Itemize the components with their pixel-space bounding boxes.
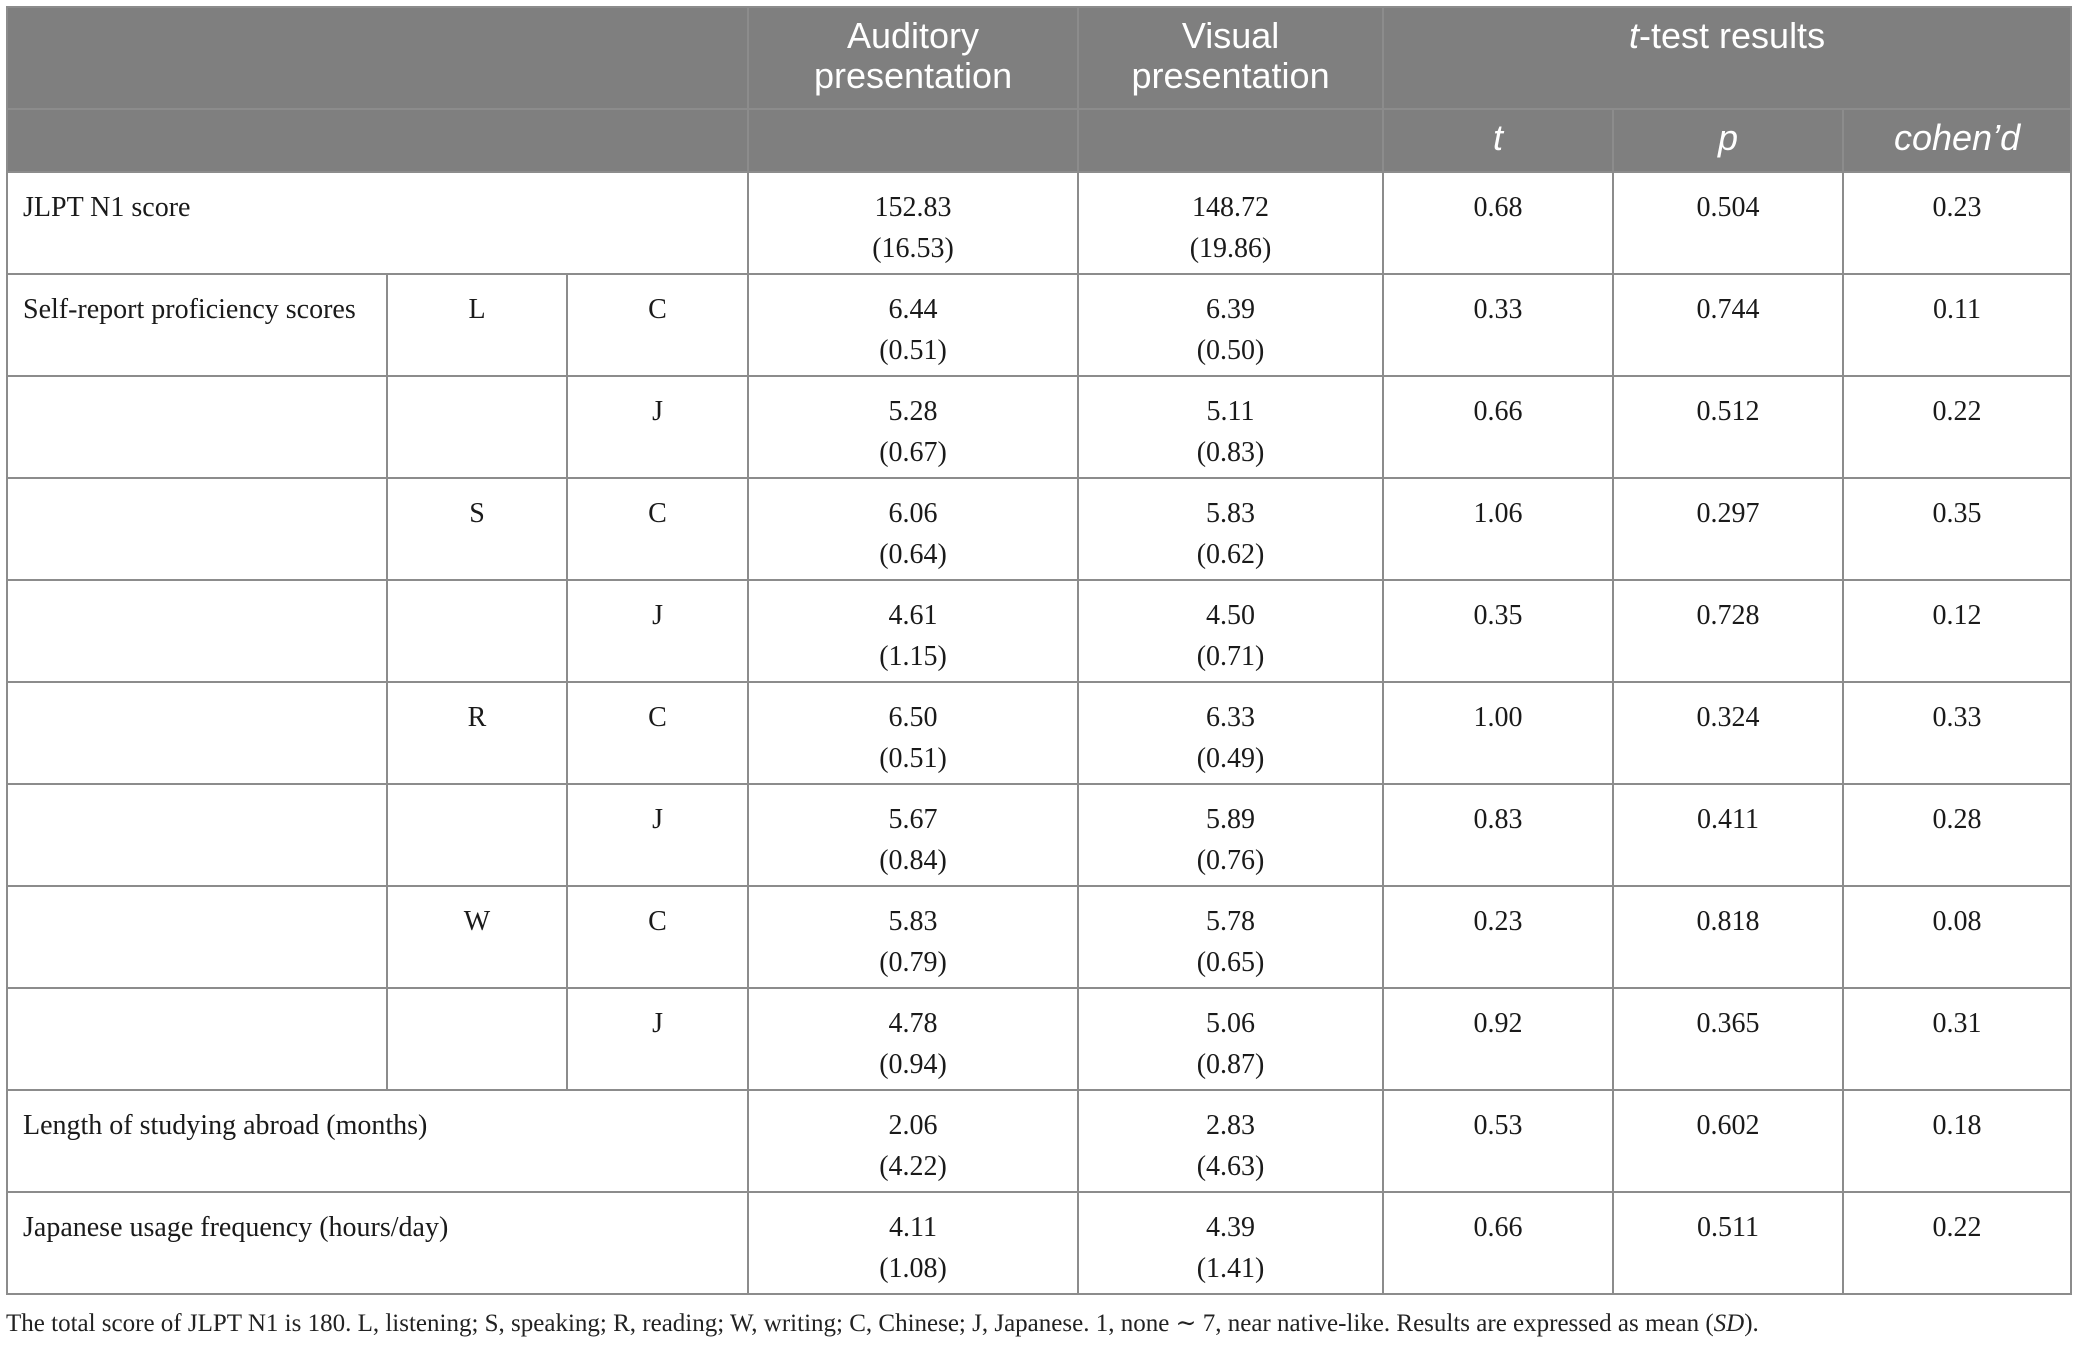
visual-mean: 5.83 bbox=[1206, 498, 1256, 529]
header-visual bbox=[1078, 7, 1383, 109]
row-label: Self-report proficiency scores bbox=[7, 274, 387, 376]
header-visual-line1: Visual bbox=[1181, 15, 1280, 56]
auditory-mean: 6.06 bbox=[888, 498, 938, 529]
table-row bbox=[7, 682, 2071, 784]
cohen-d-value: 0.23 bbox=[1843, 172, 2071, 274]
footnote-text: The total score of JLPT N1 is 180. L, listening; S, speaking; R, reading; W, writing; C, Chinese; J, Japanese. 1, none ∼ 7, near native-like. Results are expressed as mean ( bbox=[6, 1310, 1714, 1337]
header-auditory-line1: Auditory bbox=[846, 15, 980, 56]
header-p: p bbox=[1613, 109, 1843, 172]
header-auditory bbox=[748, 7, 1078, 109]
auditory-cell bbox=[748, 478, 1078, 580]
language-label: J bbox=[567, 580, 748, 682]
t-value: 0.83 bbox=[1383, 784, 1613, 886]
visual-cell bbox=[1078, 274, 1383, 376]
table-row bbox=[7, 988, 2071, 1090]
footnote-sd: SD bbox=[1713, 1310, 1745, 1337]
language-label: C bbox=[567, 478, 748, 580]
visual-mean: 4.39 bbox=[1206, 1212, 1256, 1243]
language-label: J bbox=[567, 988, 748, 1090]
visual-mean: 5.78 bbox=[1206, 906, 1256, 937]
auditory-mean: 152.83 bbox=[874, 192, 952, 223]
table-row bbox=[7, 886, 2071, 988]
row-label bbox=[7, 682, 387, 784]
table-footnote bbox=[6, 1309, 1759, 1339]
p-value: 0.504 bbox=[1613, 172, 1843, 274]
p-value: 0.728 bbox=[1613, 580, 1843, 682]
skill-label bbox=[387, 376, 567, 478]
table-row bbox=[7, 1090, 2071, 1192]
t-value: 0.33 bbox=[1383, 274, 1613, 376]
auditory-sd: (0.79) bbox=[879, 947, 947, 978]
row-label bbox=[7, 478, 387, 580]
header-auditory-line2: presentation bbox=[813, 55, 1013, 96]
p-value: 0.324 bbox=[1613, 682, 1843, 784]
visual-cell bbox=[1078, 886, 1383, 988]
visual-cell bbox=[1078, 988, 1383, 1090]
visual-sd: (19.86) bbox=[1189, 233, 1272, 264]
t-value: 0.23 bbox=[1383, 886, 1613, 988]
row-label bbox=[7, 376, 387, 478]
auditory-sd: (16.53) bbox=[872, 233, 954, 264]
auditory-mean: 4.78 bbox=[888, 1008, 938, 1039]
visual-mean: 2.83 bbox=[1206, 1110, 1256, 1141]
header-empty-cell bbox=[7, 7, 748, 109]
auditory-mean: 4.11 bbox=[889, 1212, 938, 1243]
p-value: 0.411 bbox=[1613, 784, 1843, 886]
visual-cell bbox=[1078, 172, 1383, 274]
p-value: 0.511 bbox=[1613, 1192, 1843, 1294]
visual-cell bbox=[1078, 784, 1383, 886]
table-row bbox=[7, 376, 2071, 478]
auditory-sd: (0.84) bbox=[879, 845, 947, 876]
auditory-cell bbox=[748, 274, 1078, 376]
auditory-sd: (0.51) bbox=[879, 743, 947, 774]
skill-label: L bbox=[387, 274, 567, 376]
row-label: Length of studying abroad (months) bbox=[7, 1090, 748, 1192]
cohen-d-value: 0.31 bbox=[1843, 988, 2071, 1090]
auditory-mean: 4.61 bbox=[888, 600, 938, 631]
row-label bbox=[7, 988, 387, 1090]
visual-mean: 6.39 bbox=[1206, 294, 1256, 325]
table-row bbox=[7, 580, 2071, 682]
auditory-cell bbox=[748, 172, 1078, 274]
t-value: 0.66 bbox=[1383, 1192, 1613, 1294]
cohen-d-value: 0.08 bbox=[1843, 886, 2071, 988]
visual-mean: 4.50 bbox=[1206, 600, 1256, 631]
t-value: 1.00 bbox=[1383, 682, 1613, 784]
table-row bbox=[7, 172, 2071, 274]
p-value: 0.512 bbox=[1613, 376, 1843, 478]
auditory-cell bbox=[748, 1192, 1078, 1294]
t-value: 0.66 bbox=[1383, 376, 1613, 478]
p-value: 0.297 bbox=[1613, 478, 1843, 580]
auditory-cell bbox=[748, 988, 1078, 1090]
table-container bbox=[6, 6, 2070, 1295]
visual-sd: (0.87) bbox=[1196, 1049, 1265, 1080]
footnote-end: ). bbox=[1744, 1310, 1759, 1337]
language-label: C bbox=[567, 886, 748, 988]
language-label: C bbox=[567, 274, 748, 376]
row-label: Japanese usage frequency (hours/day) bbox=[7, 1192, 748, 1294]
visual-cell bbox=[1078, 682, 1383, 784]
visual-sd: (0.83) bbox=[1196, 437, 1265, 468]
visual-mean: 5.89 bbox=[1206, 804, 1256, 835]
table-row bbox=[7, 274, 2071, 376]
t-value: 0.53 bbox=[1383, 1090, 1613, 1192]
header2-empty-cell bbox=[7, 109, 748, 172]
row-label bbox=[7, 784, 387, 886]
header-row-1 bbox=[7, 7, 2071, 109]
skill-label: W bbox=[387, 886, 567, 988]
p-value: 0.365 bbox=[1613, 988, 1843, 1090]
cohen-d-value: 0.22 bbox=[1843, 1192, 2071, 1294]
visual-sd: (0.76) bbox=[1196, 845, 1265, 876]
language-label: C bbox=[567, 682, 748, 784]
visual-cell bbox=[1078, 1090, 1383, 1192]
p-value: 0.744 bbox=[1613, 274, 1843, 376]
auditory-mean: 6.50 bbox=[888, 702, 938, 733]
auditory-sd: (0.51) bbox=[879, 335, 947, 366]
t-value: 0.35 bbox=[1383, 580, 1613, 682]
row-label bbox=[7, 886, 387, 988]
visual-sd: (0.50) bbox=[1196, 335, 1265, 366]
skill-label: R bbox=[387, 682, 567, 784]
visual-cell bbox=[1078, 478, 1383, 580]
cohen-d-value: 0.35 bbox=[1843, 478, 2071, 580]
header2-auditory-empty bbox=[748, 109, 1078, 172]
auditory-cell bbox=[748, 580, 1078, 682]
t-value: 1.06 bbox=[1383, 478, 1613, 580]
visual-cell bbox=[1078, 580, 1383, 682]
visual-sd: (0.71) bbox=[1196, 641, 1265, 672]
skill-label: S bbox=[387, 478, 567, 580]
table-row bbox=[7, 478, 2071, 580]
table-row bbox=[7, 784, 2071, 886]
skill-label bbox=[387, 784, 567, 886]
auditory-sd: (0.94) bbox=[879, 1049, 947, 1080]
auditory-sd: (1.08) bbox=[879, 1253, 947, 1284]
skill-label bbox=[387, 988, 567, 1090]
auditory-sd: (0.67) bbox=[879, 437, 947, 468]
auditory-cell bbox=[748, 1090, 1078, 1192]
table-body bbox=[7, 172, 2071, 1294]
auditory-cell bbox=[748, 886, 1078, 988]
p-value: 0.818 bbox=[1613, 886, 1843, 988]
visual-sd: (0.65) bbox=[1196, 947, 1265, 978]
visual-mean: 148.72 bbox=[1192, 192, 1270, 223]
auditory-cell bbox=[748, 682, 1078, 784]
t-value: 0.68 bbox=[1383, 172, 1613, 274]
language-label: J bbox=[567, 784, 748, 886]
visual-sd: (0.62) bbox=[1196, 539, 1265, 570]
header-visual-line2: presentation bbox=[1131, 55, 1330, 96]
skill-label bbox=[387, 580, 567, 682]
visual-mean: 5.06 bbox=[1206, 1008, 1256, 1039]
auditory-mean: 5.28 bbox=[888, 396, 938, 427]
header-ttest-label: -test results bbox=[1639, 15, 1826, 56]
cohen-d-value: 0.28 bbox=[1843, 784, 2071, 886]
header-ttest bbox=[1383, 7, 2071, 109]
auditory-mean: 5.67 bbox=[888, 804, 938, 835]
auditory-mean: 6.44 bbox=[888, 294, 938, 325]
header-cohen-d: cohen’d bbox=[1843, 109, 2071, 172]
header-t: t bbox=[1383, 109, 1613, 172]
auditory-cell bbox=[748, 376, 1078, 478]
header2-visual-empty bbox=[1078, 109, 1383, 172]
cohen-d-value: 0.11 bbox=[1843, 274, 2071, 376]
cohen-d-value: 0.33 bbox=[1843, 682, 2071, 784]
visual-mean: 5.11 bbox=[1206, 396, 1255, 427]
auditory-sd: (1.15) bbox=[879, 641, 947, 672]
auditory-mean: 5.83 bbox=[888, 906, 938, 937]
comparison-table bbox=[6, 6, 2072, 1295]
cohen-d-value: 0.18 bbox=[1843, 1090, 2071, 1192]
header-row-2 bbox=[7, 109, 2071, 172]
cohen-d-value: 0.22 bbox=[1843, 376, 2071, 478]
language-label: J bbox=[567, 376, 748, 478]
visual-sd: (1.41) bbox=[1196, 1253, 1265, 1284]
cohen-d-value: 0.12 bbox=[1843, 580, 2071, 682]
auditory-mean: 2.06 bbox=[888, 1110, 938, 1141]
p-value: 0.602 bbox=[1613, 1090, 1843, 1192]
auditory-cell bbox=[748, 784, 1078, 886]
row-label bbox=[7, 580, 387, 682]
auditory-sd: (0.64) bbox=[879, 539, 947, 570]
visual-sd: (4.63) bbox=[1196, 1151, 1265, 1182]
visual-mean: 6.33 bbox=[1206, 702, 1256, 733]
header-ttest-t: t bbox=[1629, 15, 1640, 56]
auditory-sd: (4.22) bbox=[879, 1151, 947, 1182]
visual-cell bbox=[1078, 376, 1383, 478]
row-label: JLPT N1 score bbox=[7, 172, 748, 274]
table-row bbox=[7, 1192, 2071, 1294]
visual-sd: (0.49) bbox=[1196, 743, 1265, 774]
t-value: 0.92 bbox=[1383, 988, 1613, 1090]
visual-cell bbox=[1078, 1192, 1383, 1294]
